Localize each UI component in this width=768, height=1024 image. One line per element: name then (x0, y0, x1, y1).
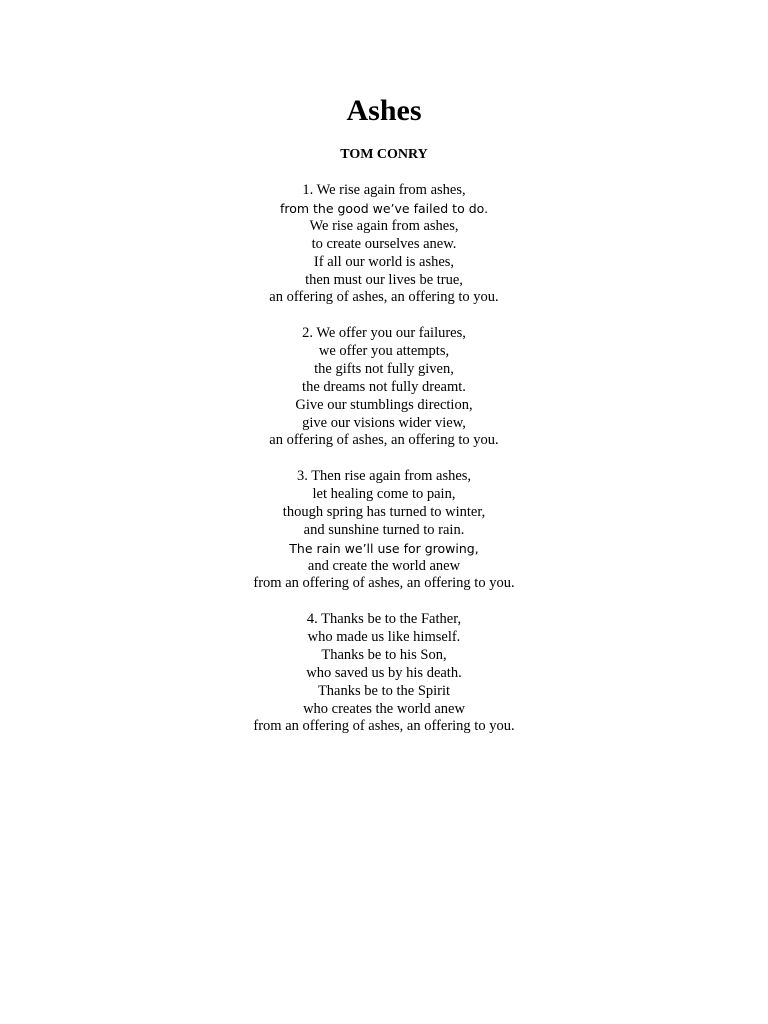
song-title: Ashes (346, 94, 422, 127)
verse-line: give our visions wider view, (302, 414, 466, 431)
verse-line: Give our stumblings direction, (295, 396, 473, 413)
verse-line: and create the world anew (307, 557, 461, 574)
verse-line: from the good we’ve failed to do. (279, 200, 489, 216)
verse-line: an offering of ashes, an offering to you. (269, 432, 499, 449)
verse-line: let healing come to pain, (312, 485, 456, 502)
verse-line: and sunshine turned to rain. (303, 521, 465, 538)
verse-line: an offering of ashes, an offering to you. (269, 289, 499, 306)
verse-line: Thanks be to his Son, (321, 646, 447, 663)
verse-line: We rise again from ashes, (309, 217, 459, 234)
verse-line: we offer you attempts, (318, 342, 450, 359)
verse-2 (0, 325, 768, 450)
verse-line: though spring has turned to winter, (282, 503, 486, 520)
verse-line: 3. Then rise again from ashes, (296, 468, 472, 484)
verse-line: from an offering of ashes, an offering to you. (253, 575, 515, 592)
verse-3 (0, 468, 768, 593)
verse-line: the dreams not fully dreamt. (302, 378, 466, 395)
verse-line: then must our lives be true, (305, 271, 463, 288)
verse-line: Thanks be to the Spirit (317, 682, 451, 699)
verse-line: 4. Thanks be to the Father, (306, 611, 462, 627)
verse-line: 1. We rise again from ashes, (302, 182, 466, 198)
verse-line: to create ourselves anew. (311, 235, 457, 252)
verse-line: from an offering of ashes, an offering to you. (253, 718, 515, 735)
verse-line: who creates the world anew (303, 700, 465, 717)
verse-line: 2. We offer you our failures, (302, 325, 466, 341)
verse-line: who made us like himself. (307, 628, 461, 645)
verse-line: the gifts not fully given, (314, 360, 454, 377)
song-author: TOM CONRY (340, 147, 428, 162)
verse-4 (0, 611, 768, 736)
verse-line: If all our world is ashes, (313, 253, 455, 270)
verse-line: The rain we’ll use for growing, (289, 540, 479, 556)
verse-line: who saved us by his death. (306, 664, 462, 681)
verse-1 (0, 182, 768, 307)
